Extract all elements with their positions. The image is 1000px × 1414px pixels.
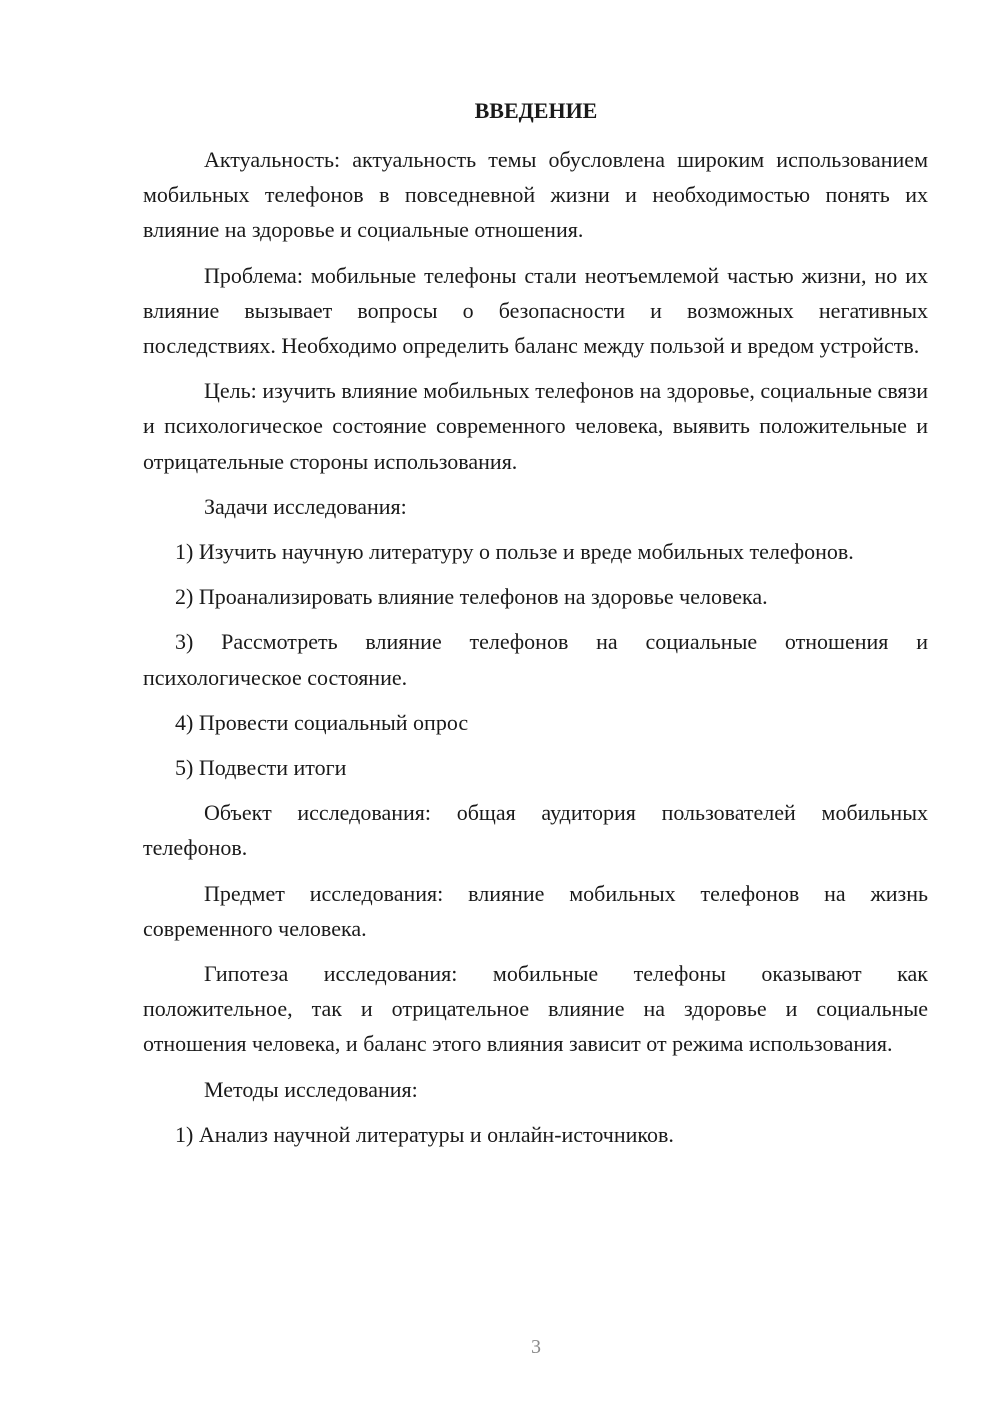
task-item-2: 2) Проанализировать влияние телефонов на здоровье человека.: [175, 584, 768, 610]
paragraph-tasks-heading: Задачи исследования:: [204, 493, 407, 519]
task-item-5: 5) Подвести итоги: [175, 755, 347, 781]
task-item-1: 1) Изучить научную литературу о пользе и вреде мобильных телефонов.: [175, 539, 854, 565]
page-number: 3: [531, 1336, 541, 1358]
paragraph-methods-heading: Методы исследования:: [204, 1076, 418, 1102]
paragraph-relevance: Актуальность: актуальность темы обусловлена широким использованием мобильных телефонов в повседневной жизни и необходимостью понять их влияние на здоровье и социальные отношения.: [143, 147, 928, 243]
paragraph-hypothesis: Гипотеза исследования: мобильные телефоны оказывают как положительное, так и отрицательное влияние на здоровье и социальные отношения человека, и баланс этого влияния зависит от режима использования.: [143, 961, 928, 1057]
paragraph-object: Объект исследования: общая аудитория пользователей мобильных телефонов.: [143, 800, 928, 861]
task-item-3: 3) Рассмотреть влияние телефонов на социальные отношения и психологическое состояние.: [143, 629, 928, 690]
paragraph-goal: Цель: изучить влияние мобильных телефонов на здоровье, социальные связи и психологическое состояние современного человека, выявить положительные и отрицательные стороны использования.: [143, 378, 928, 474]
document-body: [143, 142, 928, 1162]
task-item-4: 4) Провести социальный опрос: [175, 709, 469, 735]
paragraph-problem: Проблема: мобильные телефоны стали неотъемлемой частью жизни, но их влияние вызывает вопросы о безопасности и возможных негативных последствиях. Необходимо определить баланс между пользой и вредом устройств.: [143, 262, 928, 359]
method-item-1: 1) Анализ научной литературы и онлайн-источников.: [175, 1121, 674, 1147]
paragraph-subject: Предмет исследования: влияние мобильных телефонов на жизнь современного человека.: [143, 880, 928, 941]
document-title: ВВЕДЕНИЕ: [474, 98, 598, 123]
